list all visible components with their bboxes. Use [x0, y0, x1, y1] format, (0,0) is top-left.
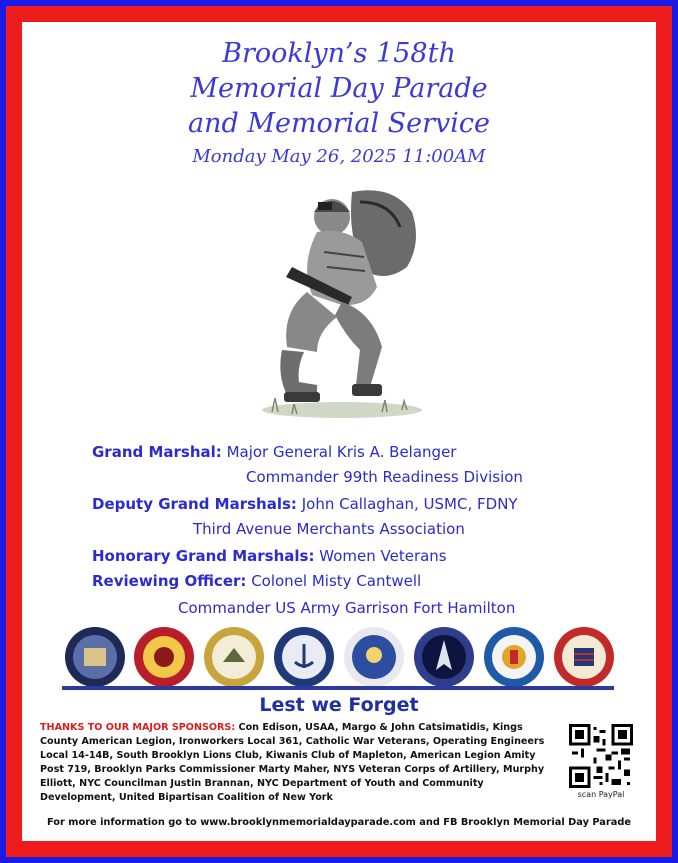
divider-line	[62, 686, 614, 690]
event-date: Monday May 26, 2025 11:00AM	[192, 146, 486, 167]
title-line-1: Brooklyn’s 158th	[222, 38, 456, 69]
honorary-grand-marshals	[92, 547, 447, 565]
slogan: Lest we Forget	[259, 694, 419, 716]
grand-marshal-subtitle: Commander 99th Readiness Division	[246, 468, 523, 486]
coast-guard-seal-icon	[483, 626, 545, 688]
grand-marshal-role: Grand Marshal:	[92, 443, 222, 461]
honorary-grand-marshals-role: Honorary Grand Marshals:	[92, 547, 315, 565]
space-force-seal-icon	[413, 626, 475, 688]
marine-corps-seal-icon	[133, 626, 195, 688]
sponsors-text: Con Edison, USAA, Margo & John Catsimatidis, Kings County American Legion, Ironworkers Local 361, Catholic War Veterans, Operating Engineers Local 14-14B, South Brooklyn Lions Club, Kiwanis Club of Mapleton, American Legion Amity Post 719, Brooklyn Parks Commissioner Marty Maher, NYS Veteran Corps of Artillery, Murphy Elliott, NYC Councilman Justin Brannan, NYC Department of Youth and Community Development, United Bipartisan Coalition of New York	[40, 722, 545, 803]
flyer	[22, 22, 656, 841]
army-seal-icon	[203, 626, 265, 688]
reviewing-officer-role: Reviewing Officer:	[92, 572, 247, 590]
grand-marshal-name: Major General Kris A. Belanger	[226, 443, 457, 461]
grand-marshal	[92, 443, 456, 461]
reviewing-officer-subtitle: Commander US Army Garrison Fort Hamilton	[178, 599, 516, 617]
reviewing-officer	[92, 572, 421, 590]
honorary-grand-marshals-name: Women Veterans	[319, 547, 447, 565]
title-line-3: and Memorial Service	[187, 108, 491, 139]
merchant-marine-seal-icon	[553, 626, 615, 688]
deputy-grand-marshals-name: John Callaghan, USMC, FDNY	[301, 495, 518, 513]
deputy-grand-marshals	[92, 495, 518, 513]
veterans-seal-icon	[64, 626, 126, 688]
deputy-grand-marshals-subtitle: Third Avenue Merchants Association	[193, 520, 465, 538]
title-line-2: Memorial Day Parade	[190, 73, 488, 104]
sponsors-list	[40, 721, 560, 805]
service-seals-row	[64, 626, 624, 688]
footer-info: For more information go to www.brooklynmemorialdayparade.com and FB Brooklyn Memorial Day Parade	[46, 817, 631, 828]
kneeling-soldier-illustration	[232, 172, 442, 422]
navy-seal-icon	[273, 626, 335, 688]
sponsors-lead: THANKS TO OUR MAJOR SPONSORS:	[40, 722, 236, 733]
qr-label: scan PayPal	[577, 790, 625, 799]
air-force-seal-icon	[343, 626, 405, 688]
deputy-grand-marshals-role: Deputy Grand Marshals:	[92, 495, 297, 513]
paypal-qr-code[interactable]	[569, 724, 633, 788]
reviewing-officer-name: Colonel Misty Cantwell	[251, 572, 422, 590]
